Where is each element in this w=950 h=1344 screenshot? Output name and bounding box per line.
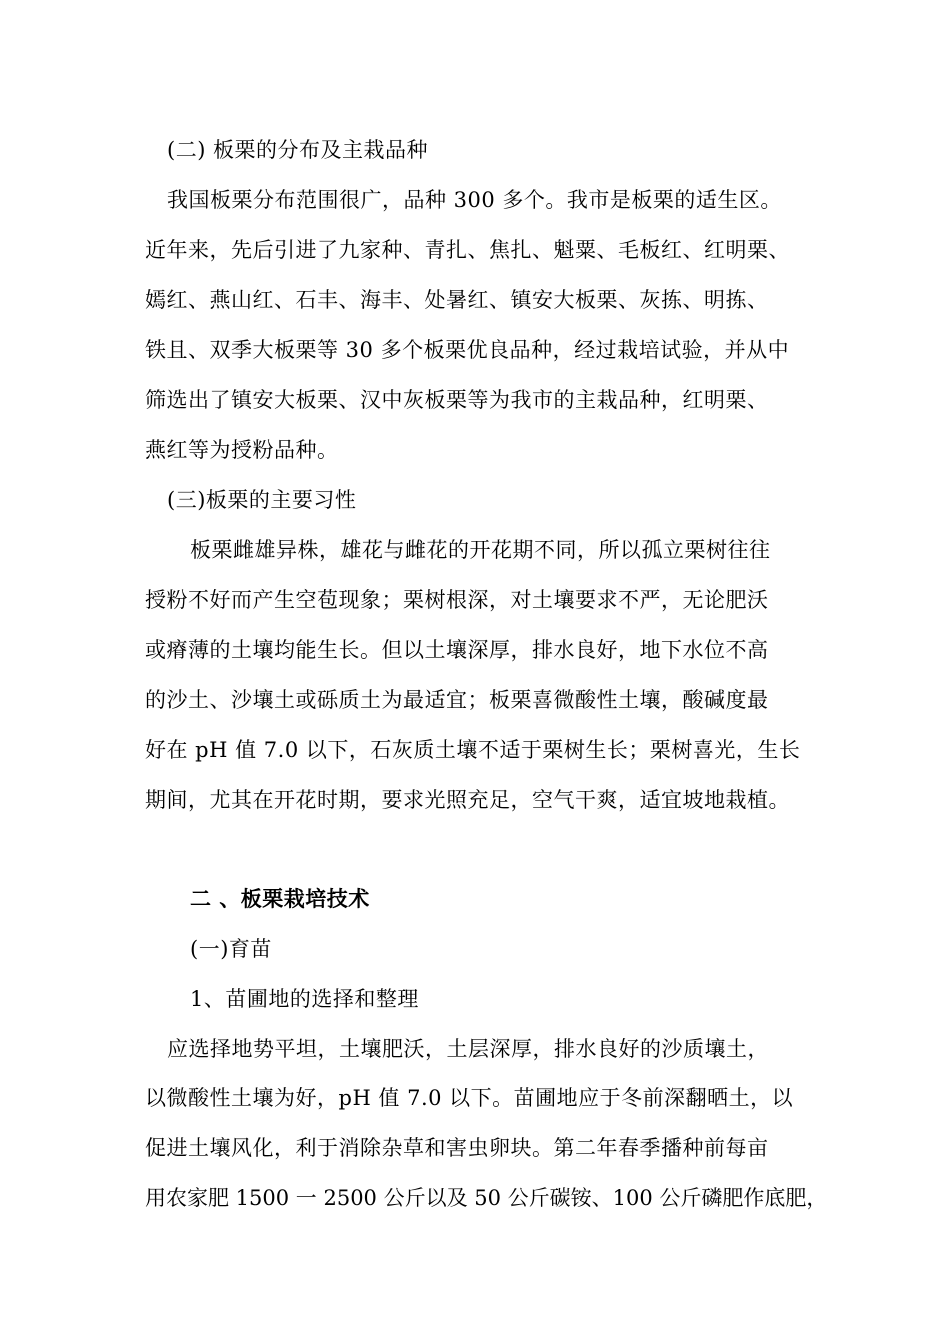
paragraph-line: 筛选出了镇安大板栗、汉中灰板栗等为我市的主栽品种，红明栗、: [145, 388, 769, 412]
paragraph-line: 应选择地势平坦，土壤肥沃，土层深厚，排水良好的沙质壤土，: [167, 1037, 769, 1061]
subsection-heading-nursery: 1、苗圃地的选择和整理: [190, 987, 419, 1011]
paragraph-line: 近年来，先后引进了九家种、青扎、焦扎、魁粟、毛板红、红明栗、: [145, 238, 790, 262]
paragraph-line: 以微酸性土壤为好，pH 值 7.0 以下。苗圃地应于冬前深翻晒土，以: [145, 1086, 794, 1110]
section-heading-seedling: (一)育苗: [190, 937, 272, 961]
paragraph-line: 促进土壤风化，利于消除杂草和害虫卵块。第二年春季播种前每亩: [145, 1136, 769, 1160]
paragraph-line: 用农家肥 1500 一 2500 公斤以及 50 公斤碳铵、100 公斤磷肥作底肥，: [145, 1186, 828, 1210]
section-heading-habits: (三)板栗的主要习性: [167, 488, 357, 512]
paragraph-line: 好在 pH 值 7.0 以下，石灰质土壤不适于栗树生长；栗树喜光，生长: [145, 738, 801, 762]
paragraph-line: 的沙土、沙壤土或砾质土为最适宜；板栗喜微酸性土壤，酸碱度最: [145, 688, 769, 712]
paragraph-line: 或瘠薄的土壤均能生长。但以土壤深厚，排水良好，地下水位不高: [145, 638, 769, 662]
paragraph-line: 期间，尤其在开花时期，要求光照充足，空气干爽，适宜坡地栽植。: [145, 788, 790, 812]
chapter-heading-cultivation: 二 、板栗栽培技术: [190, 886, 370, 911]
section-heading-distribution: (二) 板栗的分布及主栽品种: [167, 138, 429, 162]
paragraph-line: 燕红等为授粉品种。: [145, 438, 339, 462]
paragraph-line: 铁且、双季大板栗等 30 多个板栗优良品种，经过栽培试验，并从中: [145, 338, 790, 362]
paragraph-line: 板栗雌雄异株，雄花与雌花的开花期不同，所以孤立栗树往往: [190, 538, 771, 562]
paragraph-line: 授粉不好而产生空苞现象；栗树根深，对土壤要求不严，无论肥沃: [145, 588, 769, 612]
paragraph-line: 嫣红、燕山红、石丰、海丰、处暑红、镇安大板栗、灰拣、明拣、: [145, 288, 769, 312]
paragraph-line: 我国板栗分布范围很广，品种 300 多个。我市是板栗的适生区。: [167, 188, 782, 212]
